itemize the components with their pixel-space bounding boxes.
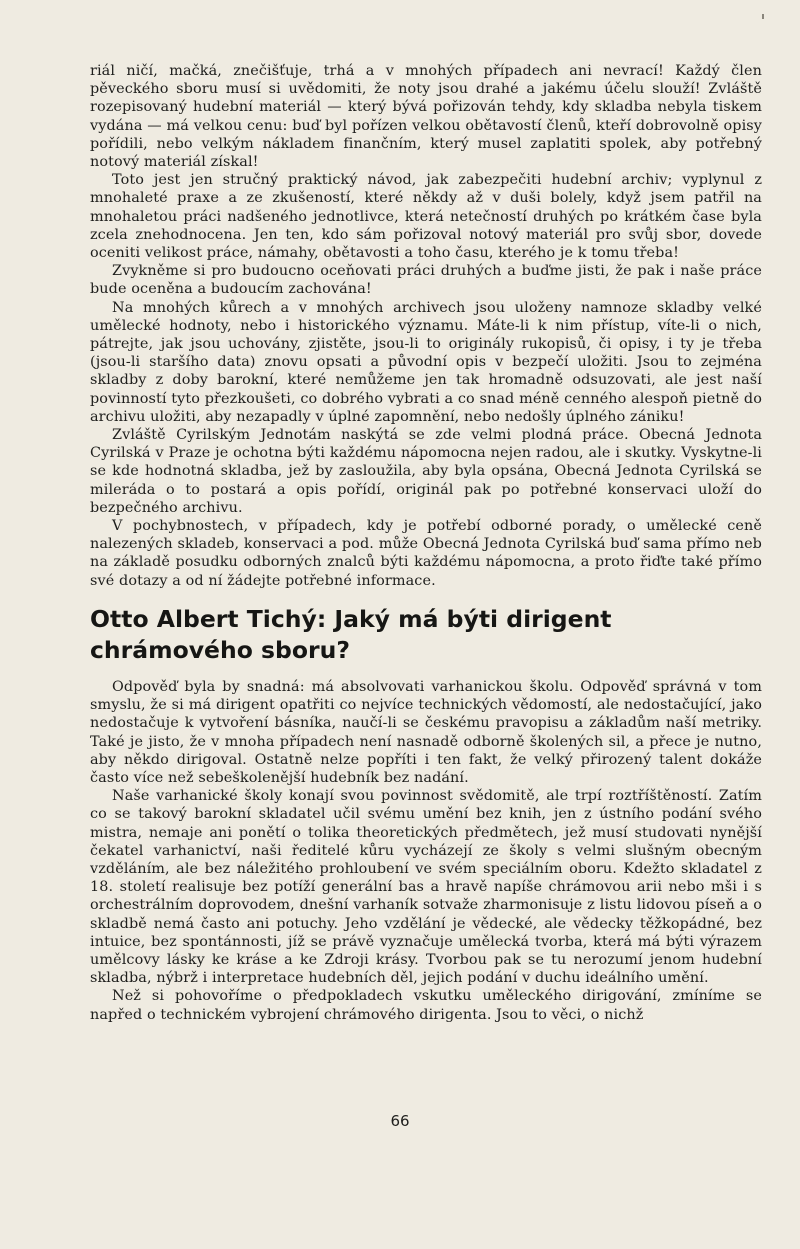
paragraph: Než si pohovoříme o předpokladech vskutku uměleckého dirigování, zmíníme se napřed o technickém vybrojení chrámového dirigenta. Jsou to věci, o nichž	[90, 988, 762, 1023]
section-text	[90, 678, 762, 1024]
margin-mark	[762, 14, 764, 19]
intro-text	[90, 62, 762, 590]
section-heading: Otto Albert Tichý: Jaký má býti dirigent chrámového sboru?	[90, 604, 612, 664]
paragraph: Toto jest jen stručný praktický návod, jak zabezpečiti hudební archiv; vyplynul z mnohaleté praxe a ze zkušeností, které někdy až v duši bolely, když jsem patřil na mnohaletou práci nadšeného jednotlivce, která netečností druhých po krátkém čase byla zcela znehodnocena. Jen ten, kdo sám pořizoval notový materiál pro svůj sbor, dovede oceniti velikost práce, námahy, obětavosti a toho času, kterého je k tomu třeba!	[90, 172, 762, 262]
paragraph: Naše varhanické školy konají svou povinnost svědomitě, ale trpí roztříštěností. Zatím co se takový barokní skladatel učil svému umění bez knih, jen z ústního podání svého mistra, nemaje ani ponětí o tolika theoretických předmětech, jež musí studovati nynější čekatel varhanictví, naši ředitelé kůru vycházejí ze školy s velmi slušným obecným vzděláním, ale bez náležitého prohloubení ve svém speciálním oboru. Kdežto skladatel z 18. století realisuje bez potíží generální bas a hravě napíše chrámovou arii nebo mši i s orchestrálním doprovodem, dnešní varhaník sotvaže zharmonisuje z listu lidovou píseň a o skladbě nemá často ani potuchy. Jeho vzdělání je vědecké, ale vědecky těžkopádné, bez intuice, bez spontánnosti, jíž se právě vyznačuje umělecká tvorba, která má býti výrazem umělcovy lásky ke kráse a ke Zdroji krásy. Tvorbou pak se tu nerozumí jenom hudební skladba, nýbrž i interpretace hudebních děl, jejich podání v duchu ideálního umění.	[90, 788, 762, 987]
paragraph: Zvykněme si pro budoucno oceňovati práci druhých a buďme jisti, že pak i naše práce bude oceněna a budoucím zachována!	[90, 263, 762, 298]
paragraph: V pochybnostech, v případech, kdy je potřebí odborné porady, o umělecké ceně nalezených skladeb, konservaci a pod. může Obecná Jednota Cyrilská buď sama přímo neb na základě posudku odborných znalců býti každému nápomocna, a proto řiďte také přímo své dotazy a od ní žádejte potřebné informace.	[90, 518, 762, 589]
paragraph: Zvláště Cyrilským Jednotám naskýtá se zde velmi plodná práce. Obecná Jednota Cyrilská v Praze je ochotna býti každému nápomocna nejen radou, ale i skutky. Vyskytne-li se kde hodnotná skladba, jež by zasloužila, aby byla opsána, Obecná Jednota Cyrilská se mileráda o to postará a opis pořídí, originál pak po potřebné konservaci uloží do bezpečného archivu.	[90, 427, 762, 516]
paragraph: Na mnohých kůrech a v mnohých archivech jsou uloženy namnoze skladby velké umělecké hodnoty, nebo i historického významu. Máte-li k nim přístup, víte-li o nich, pátrejte, jak jsou uchovány, zjistěte, jsou-li to originály rukopisů, či opisy, i ty je třeba (jsou-li staršího data) znovu opsati a původní opis v bezpečí uložiti. Jsou to zejména skladby z doby barokní, které nemůžeme jen tak hromadně odsuzovati, ale jest naší povinností tyto přezkoušeti, co dobrého vybrati a co snad méně cenného alespoň pietně do archivu uložiti, aby nezapadly v úplné zapomnění, nebo nedošly úplného zániku!	[90, 299, 762, 425]
paragraph: Odpověď byla by snadná: má absolvovati varhanickou školu. Odpověď správná v tom smyslu, že si má dirigent opatřiti co nejvíce technických vědomostí, ale nedostačující, jako nedostačuje k vytvoření básníka, naučí-li se českému pravopisu a základům naší metriky. Také je jisto, že v mnoha případech není nasnadě odborně školených sil, a přece je nutno, aby někdo dirigoval. Ostatně nelze popříti i ten fakt, že velký přirozený talent dokáže často více než sebeškolenější hudebník bez nadání.	[90, 678, 762, 786]
paragraph-continuation: riál ničí, mačká, znečišťuje, trhá a v mnohých případech ani nevrací! Každý člen pěveckého sboru musí si uvědomiti, že noty jsou drahé a jakému účelu slouží! Zvláště rozepisovaný hudební materiál — který bývá pořizován tehdy, kdy skladba nebyla tiskem vydána — má velkou cenu: buď byl pořízen velkou obětavostí členů, kteří dobrovolně opisy pořídili, nebo velkým nákladem finančním, který musel zaplatiti spolek, aby potřebný notový materiál získal!	[90, 63, 762, 171]
page-number: 66	[390, 1112, 410, 1130]
